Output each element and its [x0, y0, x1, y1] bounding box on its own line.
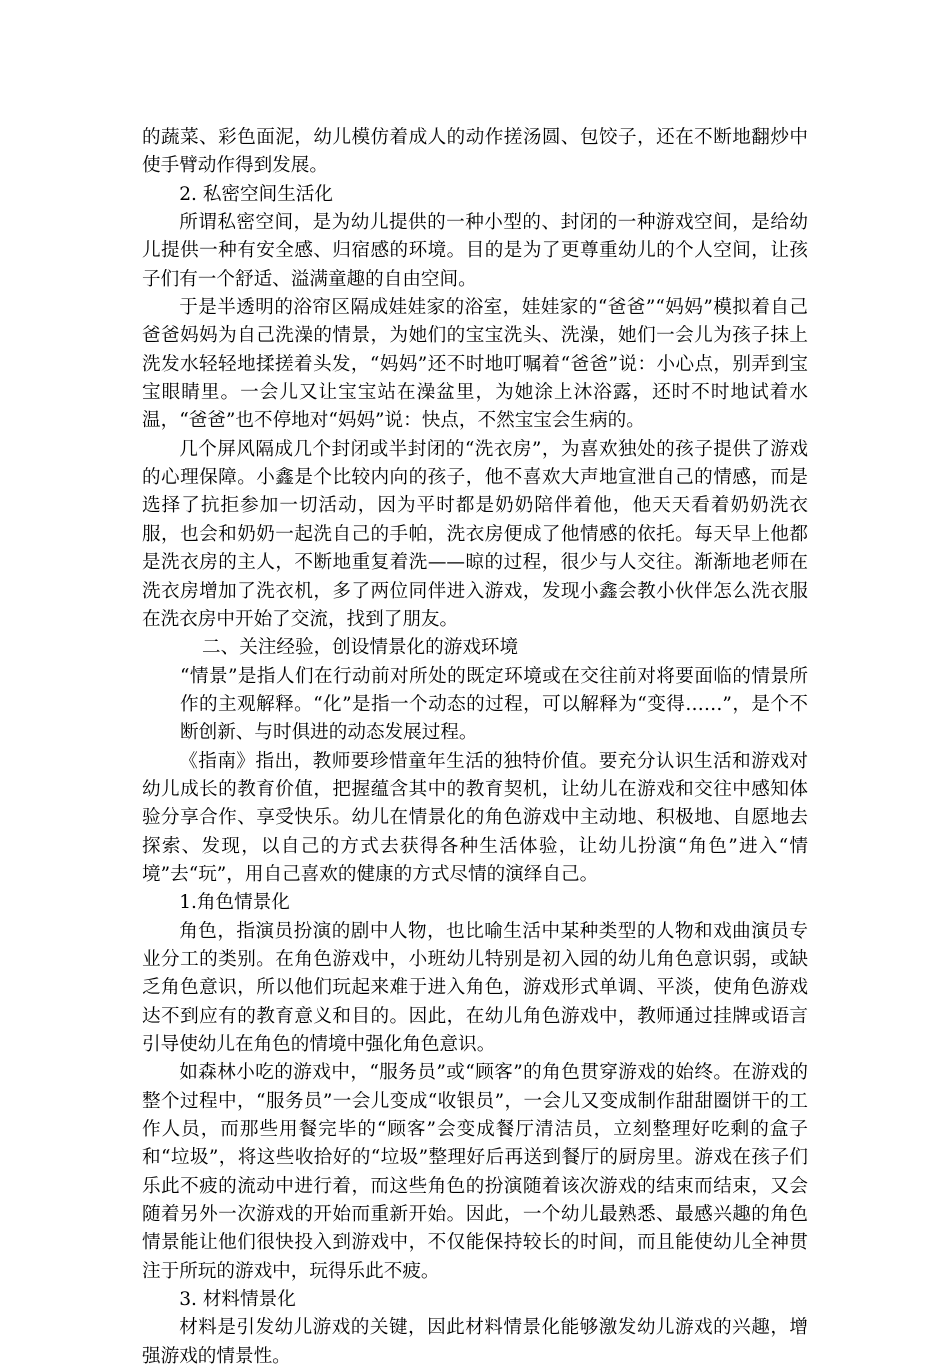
paragraph: “情景”是指人们在行动前对所处的既定环境或在交往前对将要面临的情景所作的主观解释。“化”是指一个动态的过程，可以解释为“变得……”，是个不断创新、与时俱进的动态发展过程。: [180, 665, 808, 744]
paragraph: 如森林小吃的游戏中，“服务员”或“顾客”的角色贯穿游戏的始终。在游戏的整个过程中，“服务员”一会儿变成“收银员”，一会儿又变成制作甜甜圈饼干的工作人员，而那些用餐完毕的“顾客”会变成餐厅清洁员，立刻整理好吃剩的盒子和“垃圾”，将这些收拾好的“垃圾”整理好后再送到餐厅的厨房里。游戏在孩子们乐此不疲的流动中进行着，而这些角色的扮演随着该次游戏的结束而结束，又会随着另外一次游戏的开始而重新开始。因此，一个幼儿最熟悉、最感兴趣的角色情景能让他们很快投入到游戏中，不仅能保持较长的时间，而且能使幼儿全神贯注于所玩的游戏中，玩得乐此不疲。: [142, 1062, 808, 1282]
paragraph: 于是半透明的浴帘区隔成娃娃家的浴室，娃娃家的“爸爸”“妈妈”模拟着自己爸爸妈妈为自己洗澡的情景，为她们的宝宝洗头、洗澡，她们一会儿为孩子抹上洗发水轻轻地揉搓着头发，“妈妈”还不时地叮嘱着“爸爸”说：小心点，别弄到宝宝眼睛里。一会儿又让宝宝站在澡盆里，为她涂上沐浴露，还时不时地试着水温，“爸爸”也不停地对“妈妈”说：快点，不然宝宝会生病的。: [142, 297, 808, 432]
section-heading-role-situation: 1.角色情景化: [179, 892, 290, 914]
paragraph: 几个屏风隔成几个封闭或半封闭的“洗衣房”，为喜欢独处的孩子提供了游戏的心理保障。小鑫是个比较内向的孩子，他不喜欢大声地宣泄自己的情感，而是选择了抗拒参加一切活动，因为平时都是奶奶陪伴着他，他天天看着奶奶洗衣服，也会和奶奶一起洗自己的手帕，洗衣房便成了他情感的依托。每天早上他都是洗衣房的主人，不断地重复着洗——晾的过程，很少与人交往。渐渐地老师在洗衣房增加了洗衣机，多了两位同伴进入游戏，发现小鑫会教小伙伴怎么洗衣服在洗衣房中开始了交流，找到了朋友。: [142, 438, 808, 630]
section-heading-situational-environment: 二、关注经验，创设情景化的游戏环境: [202, 637, 519, 659]
section-heading-material-situation: 3. 材料情景化: [179, 1289, 296, 1311]
paragraph: 所谓私密空间，是为幼儿提供的一种小型的、封闭的一种游戏空间，是给幼儿提供一种有安全感、归宿感的环境。目的是为了更尊重幼儿的个人空间，让孩子们有一个舒适、溢满童趣的自由空间。: [142, 212, 808, 290]
paragraph-continuation: 的蔬菜、彩色面泥，幼儿模仿着成人的动作搓汤圆、包饺子，还在不断地翻炒中使手臂动作得到发展。: [142, 127, 808, 177]
document-body: [142, 124, 808, 1371]
paragraph: 角色，指演员扮演的剧中人物，也比喻生活中某种类型的人物和戏曲演员专业分工的类别。在角色游戏中，小班幼儿特别是初入园的幼儿角色意识弱，或缺乏角色意识，所以他们玩起来难于进入角色，游戏形式单调、平淡，使角色游戏达不到应有的教育意义和目的。因此，在幼儿角色游戏中，教师通过挂牌或语言引导使幼儿在角色的情境中强化角色意识。: [142, 920, 808, 1055]
section-heading-private-space: 2. 私密空间生活化: [179, 183, 333, 205]
paragraph: 材料是引发幼儿游戏的关键，因此材料情景化能够激发幼儿游戏的兴趣，增强游戏的情景性。: [142, 1317, 808, 1367]
paragraph: 《指南》指出，教师要珍惜童年生活的独特价值。要充分认识生活和游戏对幼儿成长的教育价值，把握蕴含其中的教育契机，让幼儿在游戏和交往中感知体验分享合作、享受快乐。幼儿在情景化的角色游戏中主动地、积极地、自愿地去探索、发现，以自己的方式去获得各种生活体验，让幼儿扮演“角色”进入“情境”去“玩”，用自己喜欢的健康的方式尽情的演绎自己。: [142, 750, 808, 885]
